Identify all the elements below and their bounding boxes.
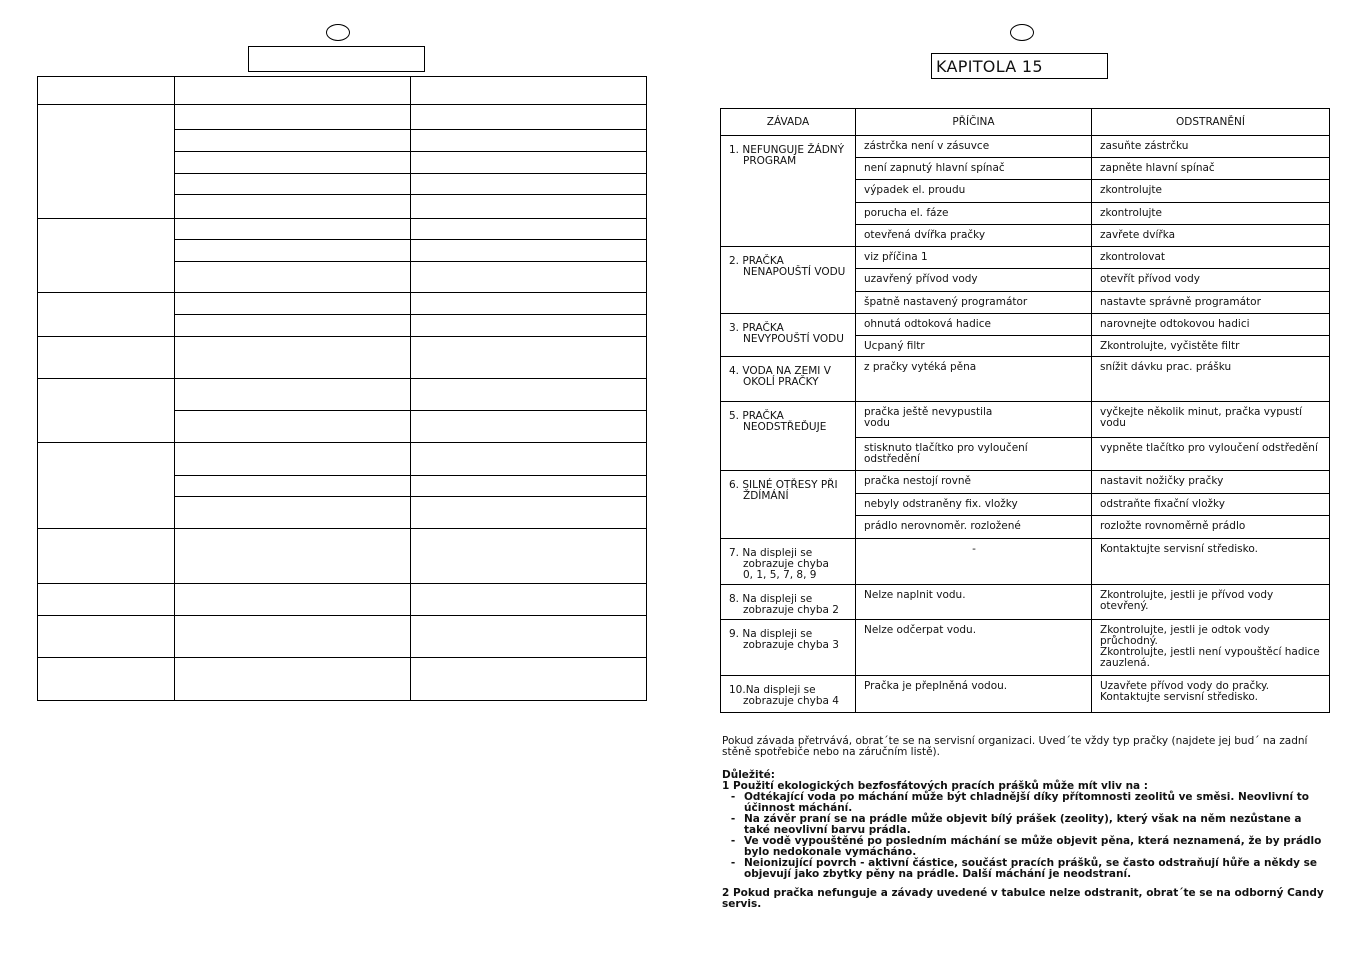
left-page-marker-oval	[326, 24, 350, 41]
bullet-text: Odtékající voda po máchání může být chladnější díky přítomnosti zeolitů ve směsi. Neovlivní to účinnost máchání.	[744, 791, 1309, 814]
remedy-cell: nastavte správně programátor	[1092, 292, 1330, 314]
fault-cell	[721, 620, 856, 676]
notes-section	[722, 736, 1328, 910]
cause-cell: výpadek el. proudu	[856, 180, 1092, 203]
left-empty-table	[37, 76, 647, 701]
remedy-cell: narovnejte odtokovou hadici	[1092, 314, 1330, 336]
table-row	[721, 585, 1330, 620]
fault-text: zobrazuje chyba	[743, 558, 829, 570]
remedy-cell: Zkontrolujte, vyčistěte filtr	[1092, 336, 1330, 357]
fault-text: 9. Na displeji se	[729, 628, 813, 640]
fault-cell	[721, 471, 856, 539]
fault-text: ŽDÍMÁNÍ	[743, 490, 789, 502]
troubleshooting-table	[720, 108, 1330, 713]
fault-text: 3. PRAČKA	[729, 322, 784, 334]
fault-text: 8. Na displeji se	[729, 593, 813, 605]
remedy-cell: Kontaktujte servisní středisko.	[1092, 539, 1330, 585]
notes-bullet-item	[722, 836, 1328, 858]
fault-cell	[721, 247, 856, 314]
fault-text: 4. VODA NA ZEMI V	[729, 365, 831, 377]
remedy-cell: Zkontrolujte, jestli je odtok vody průchodný. Zkontrolujte, jestli není vypouštěcí hadice zauzlená.	[1092, 620, 1330, 676]
bullet-text: Neionizující povrch - aktivní částice, součást pracích prášků, se často odstraňují hůře a někdy se objevují jako zbytky pěny na prádle. Další máchání je neodstraní.	[744, 857, 1318, 880]
fault-text: zobrazuje chyba 3	[743, 639, 839, 651]
table-row	[721, 402, 1330, 438]
cause-cell: není zapnutý hlavní spínač	[856, 158, 1092, 180]
header-remedy: ODSTRANĚNÍ	[1092, 109, 1330, 136]
bullet-dash: -	[730, 791, 736, 803]
remedy-cell: vypněte tlačítko pro vyloučení odstředění	[1092, 438, 1330, 471]
chapter-title-box	[931, 53, 1108, 79]
cause-cell: Nelze odčerpat vodu.	[856, 620, 1092, 676]
fault-cell	[721, 585, 856, 620]
notes-point-1: 1 Použití ekologických bezfosfátových pracích prášků může mít vliv na :	[722, 780, 1148, 792]
remedy-cell: rozložte rovnoměrně prádlo	[1092, 516, 1330, 539]
bullet-dash: -	[730, 857, 736, 869]
cause-cell: pračka nestojí rovně	[856, 471, 1092, 494]
fault-cell	[721, 136, 856, 247]
fault-text: 10.Na displeji se	[729, 684, 816, 696]
cause-cell: otevřená dvířka pračky	[856, 225, 1092, 247]
fault-cell	[721, 676, 856, 713]
fault-text: NEVYPOUŠTÍ VODU	[743, 333, 844, 345]
bullet-text: Ve vodě vypouštěné po posledním máchání se může objevit pěna, která neznamená, že by prádlo bylo nedokonale vymácháno.	[744, 835, 1322, 858]
cause-cell: stisknuto tlačítko pro vyloučení odstředění	[856, 438, 1092, 471]
cause-cell: zástrčka není v zásuvce	[856, 136, 1092, 158]
cause-cell: uzavřený přívod vody	[856, 269, 1092, 292]
fault-text: OKOLÍ PRAČKY	[743, 376, 819, 388]
cause-cell: -	[856, 539, 1092, 585]
remedy-cell: odstraňte fixační vložky	[1092, 494, 1330, 516]
cause-cell: ohnutá odtoková hadice	[856, 314, 1092, 336]
table-row	[721, 620, 1330, 676]
cause-cell: porucha el. fáze	[856, 203, 1092, 225]
fault-text: zobrazuje chyba 4	[743, 695, 839, 707]
table-row	[721, 676, 1330, 713]
table-row	[721, 136, 1330, 158]
fault-text: 2. PRAČKA	[729, 255, 784, 267]
remedy-cell: zkontrolujte	[1092, 180, 1330, 203]
cause-cell: špatně nastavený programátor	[856, 292, 1092, 314]
cause-cell: Ucpaný filtr	[856, 336, 1092, 357]
fault-text: 1. NEFUNGUJE ŽÁDNÝ	[729, 144, 845, 156]
fault-text: 0, 1, 5, 7, 8, 9	[743, 569, 817, 581]
notes-point-2: 2 Pokud pračka nefunguje a závady uvedené v tabulce nelze odstranit, obrat´te se na odborný Candy servis.	[722, 887, 1324, 910]
table-row	[721, 539, 1330, 585]
notes-intro: Pokud závada přetrvává, obrat´te se na servisní organizaci. Uved´te vždy typ pračky (najdete jej bud´ na zadní stěně spotřebiče nebo na záručním listě).	[722, 735, 1308, 758]
left-chapter-title-box	[248, 46, 425, 72]
fault-cell	[721, 357, 856, 402]
table-row	[721, 314, 1330, 336]
fault-cell	[721, 402, 856, 471]
notes-bullet-item	[722, 814, 1328, 836]
cause-cell: z pračky vytéká pěna	[856, 357, 1092, 402]
cause-cell: prádlo nerovnoměr. rozložené	[856, 516, 1092, 539]
cause-cell: viz příčina 1	[856, 247, 1092, 269]
remedy-cell: zkontrolovat	[1092, 247, 1330, 269]
header-fault: ZÁVADA	[721, 109, 856, 136]
right-page-marker-oval	[1010, 24, 1034, 41]
remedy-cell: zkontrolujte	[1092, 203, 1330, 225]
fault-text: 5. PRAČKA	[729, 410, 784, 422]
cause-cell: Pračka je přeplněná vodou.	[856, 676, 1092, 713]
bullet-text: Na závěr praní se na prádle může objevit bílý prášek (zeolity), který však na něm nezůstane a také neovlivní barvu prádla.	[744, 813, 1302, 836]
remedy-cell: vyčkejte několik minut, pračka vypustí vodu	[1092, 402, 1330, 438]
notes-bullet-item	[722, 792, 1328, 814]
notes-bullet-item	[722, 858, 1328, 880]
cause-cell: nebyly odstraněny fix. vložky	[856, 494, 1092, 516]
table-row	[721, 357, 1330, 402]
bullet-dash: -	[730, 813, 736, 825]
remedy-cell: Zkontrolujte, jestli je přívod vody otevřený.	[1092, 585, 1330, 620]
fault-text: 6. SILNÉ OTŘESY PŘI	[729, 479, 838, 491]
remedy-cell: zavřete dvířka	[1092, 225, 1330, 247]
bullet-dash: -	[730, 835, 736, 847]
remedy-cell: Uzavřete přívod vody do pračky. Kontaktujte servisní středisko.	[1092, 676, 1330, 713]
remedy-cell: zasuňte zástrčku	[1092, 136, 1330, 158]
notes-bullet-list	[722, 792, 1328, 880]
table-row	[721, 247, 1330, 269]
chapter-title: KAPITOLA 15	[936, 57, 1043, 76]
fault-text: PROGRAM	[743, 155, 797, 167]
cause-cell: Nelze naplnit vodu.	[856, 585, 1092, 620]
header-cause: PŘÍČINA	[856, 109, 1092, 136]
fault-text: NEODSTŘEĎUJE	[743, 421, 827, 433]
fault-text: zobrazuje chyba 2	[743, 604, 839, 616]
table-row	[721, 471, 1330, 494]
fault-cell	[721, 314, 856, 357]
remedy-cell: nastavit nožičky pračky	[1092, 471, 1330, 494]
remedy-cell: snížit dávku prac. prášku	[1092, 357, 1330, 402]
fault-text: NENAPOUŠTÍ VODU	[743, 266, 846, 278]
fault-cell	[721, 539, 856, 585]
remedy-cell: otevřít přívod vody	[1092, 269, 1330, 292]
remedy-cell: zapněte hlavní spínač	[1092, 158, 1330, 180]
fault-text: 7. Na displeji se	[729, 547, 813, 559]
cause-cell: pračka ještě nevypustila vodu	[856, 402, 1092, 438]
notes-important-heading: Důležité:	[722, 769, 775, 781]
